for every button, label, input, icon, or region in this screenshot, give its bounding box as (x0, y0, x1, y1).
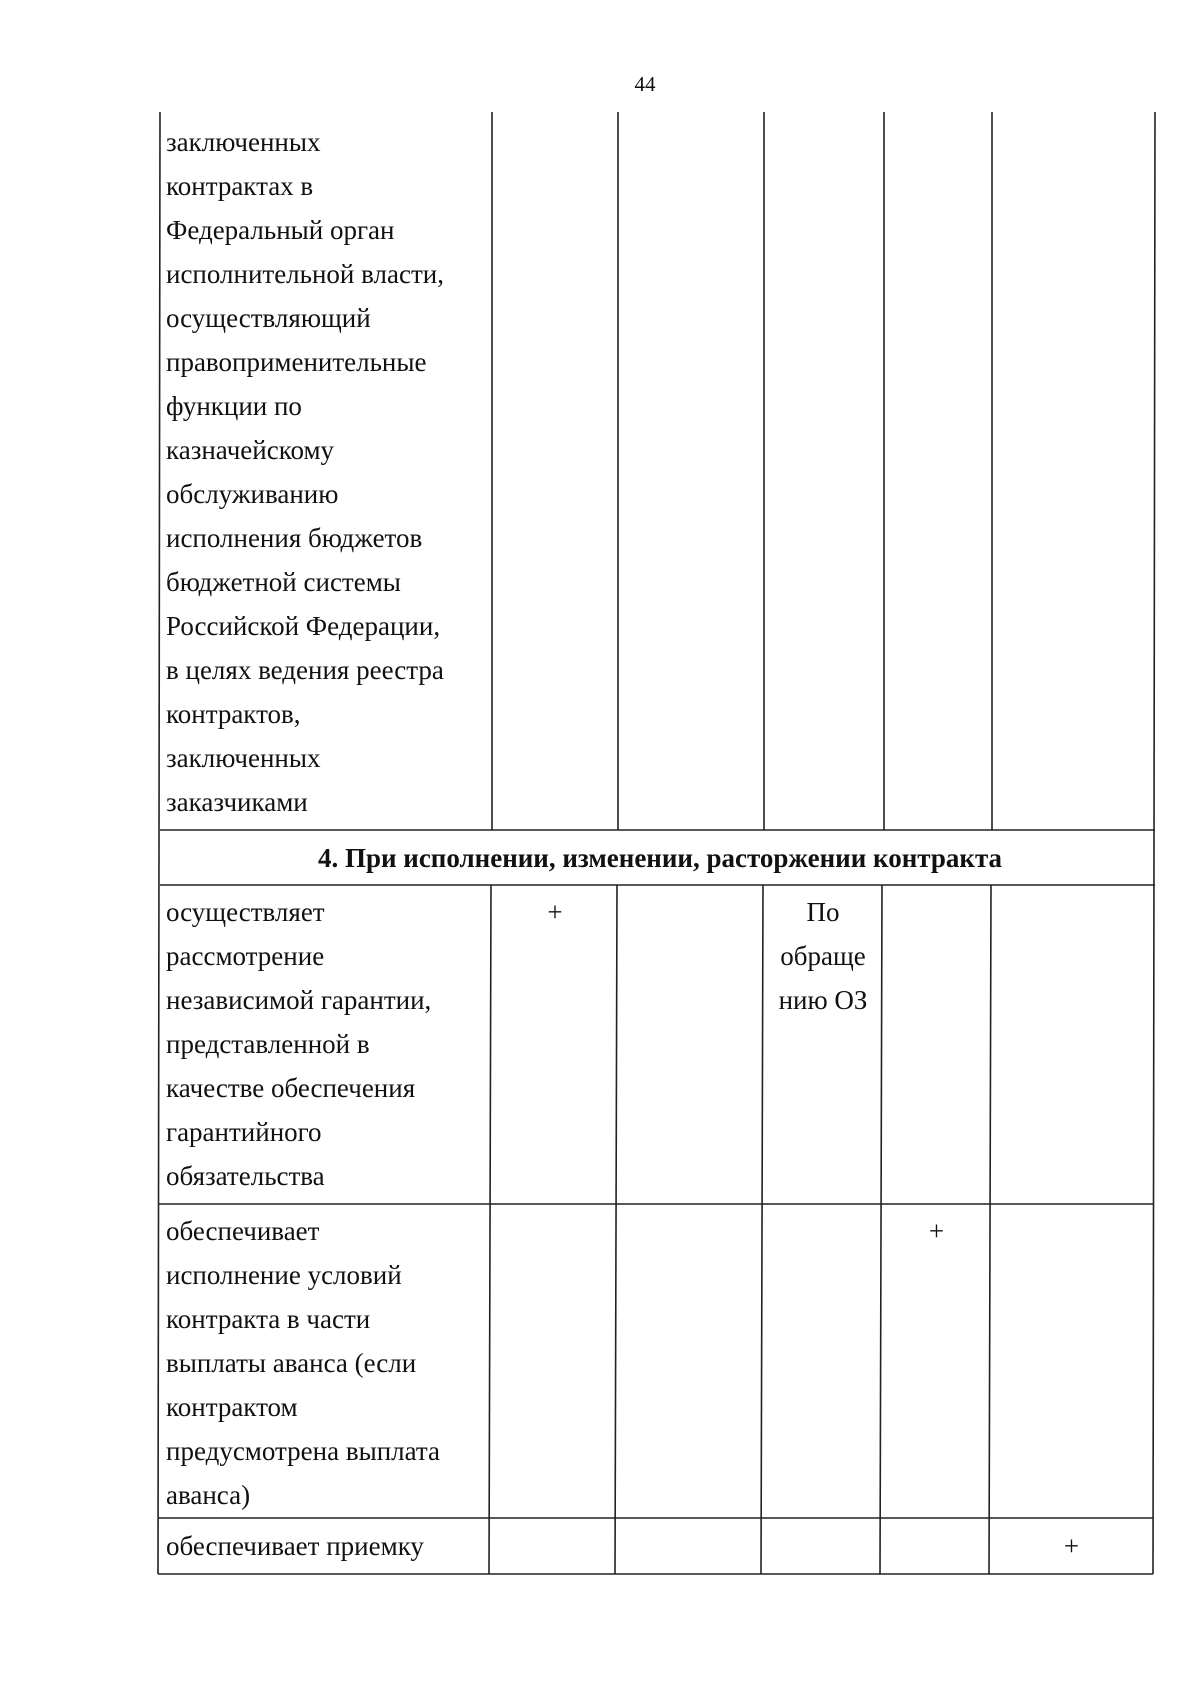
table-row-2-description: осуществляет рассмотрение независимой гарантии, представленной в качестве обеспечения гарантийного обязательства (166, 897, 432, 1191)
table-row-2-col-3-note: По обраще нию ОЗ (778, 897, 868, 1015)
table-row-4-col-5-mark: + (1063, 1531, 1080, 1561)
table-row-3-col-4-mark: + (928, 1216, 945, 1246)
table-row-1-description: заключенных контрактах в Федеральный орган исполнительной власти, осуществляющий правоприменительные функции по казначейскому обслуживанию исполнения бюджетов бюджетной системы Российской Федерации, в целях ведения реестра контрактов, заключенных заказчиками (166, 127, 444, 817)
table-row-3-description: обеспечивает исполнение условий контракта в части выплаты аванса (если контрактом предусмотрена выплата аванса) (166, 1216, 441, 1510)
section-4-title: 4. При исполнении, изменении, расторжении контракта (317, 843, 1003, 873)
table-row-4-description: обеспечивает приемку (166, 1531, 424, 1561)
table-row-2-col-1-mark: + (547, 897, 563, 927)
page-number: 44 (634, 72, 656, 96)
